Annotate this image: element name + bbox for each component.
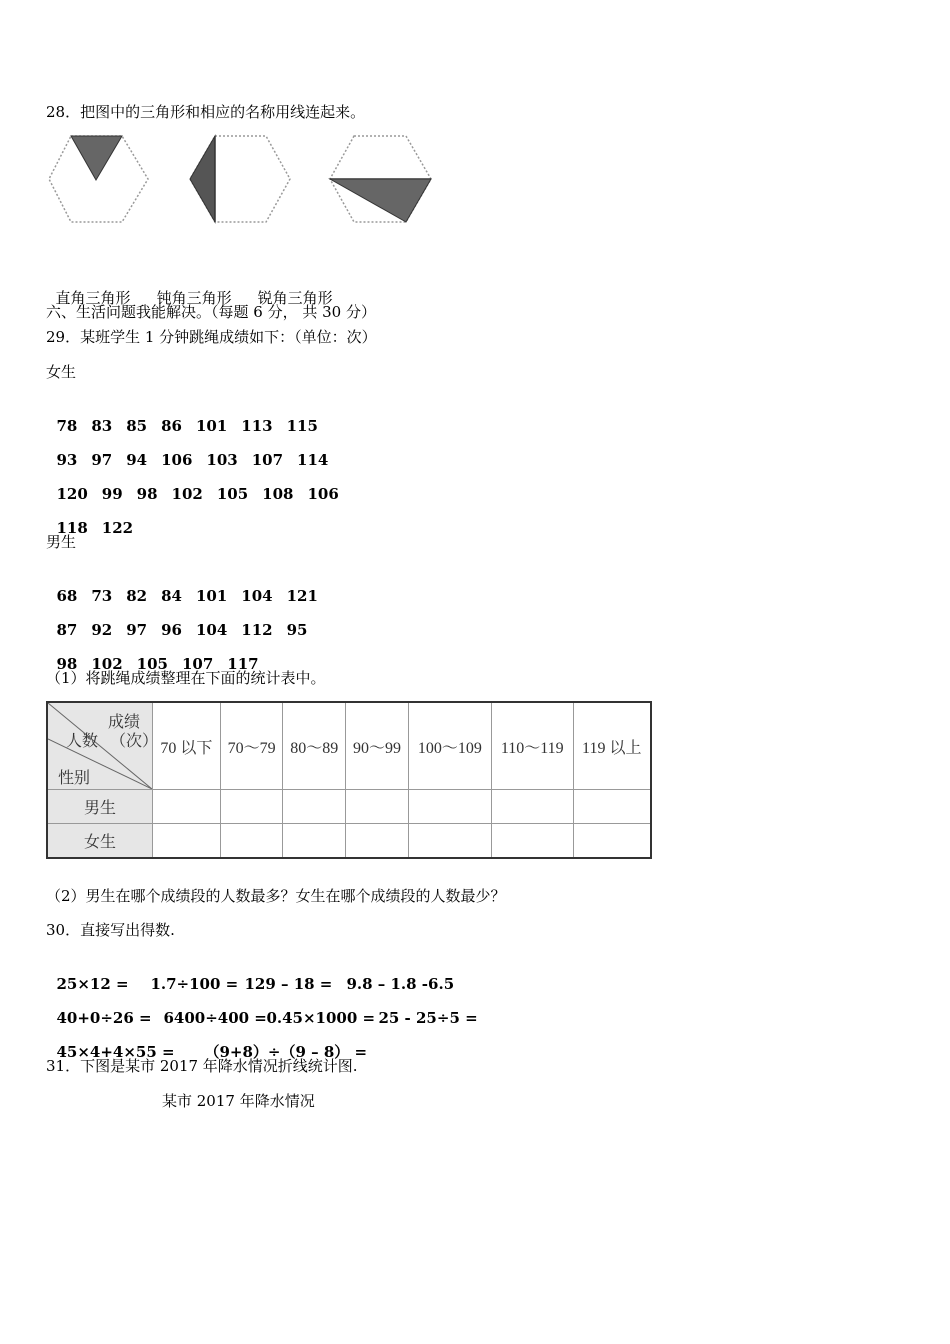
table-cell[interactable] <box>408 824 491 858</box>
column-header: 90～99 <box>346 702 409 790</box>
score: 114 <box>297 451 329 469</box>
q29-part1: （1）将跳绳成绩整理在下面的统计表中。 <box>46 669 326 687</box>
q31-title: 31．下图是某市 2017 年降水情况折线统计图. <box>46 1057 358 1075</box>
hexagons-svg <box>44 130 444 230</box>
score: 95 <box>286 621 308 639</box>
score: 107 <box>181 655 214 673</box>
score: 96 <box>161 621 182 639</box>
girls-label: 女生 <box>46 363 77 381</box>
arith-item: 0.45×1000 = <box>266 1009 376 1027</box>
arith-item: 40+0÷26 = <box>56 1009 152 1027</box>
column-header: 70～79 <box>220 702 283 790</box>
score: 85 <box>126 417 148 435</box>
table-corner-cell <box>47 702 159 790</box>
boys-label: 男生 <box>46 533 77 551</box>
hexagon-right <box>330 136 431 222</box>
score: 108 <box>262 485 294 503</box>
table-cell[interactable] <box>408 790 491 824</box>
hexagon-obtuse <box>190 136 290 222</box>
score: 87 <box>56 621 78 639</box>
score: 102 <box>91 655 123 673</box>
arith-item: （9+8）÷（9 – 8） = <box>204 1043 368 1061</box>
corner-label-gender: 性别 <box>58 770 91 787</box>
score: 115 <box>286 417 318 435</box>
corner-label-score: 成绩 <box>108 714 141 731</box>
score: 103 <box>206 451 238 469</box>
column-header: 100～109 <box>408 702 491 790</box>
column-header: 70 以下 <box>153 702 221 790</box>
score: 117 <box>227 655 259 673</box>
table-cell[interactable] <box>346 824 409 858</box>
column-header: 119 以上 <box>573 702 651 790</box>
table-cell[interactable] <box>283 824 346 858</box>
score: 113 <box>241 417 273 435</box>
score: 68 <box>56 587 78 605</box>
table-cell[interactable] <box>153 790 221 824</box>
q28-title: 28．把图中的三角形和相应的名称用线连起来。 <box>46 103 366 121</box>
row-header: 女生 <box>47 824 153 858</box>
score: 93 <box>56 451 78 469</box>
score: 73 <box>91 587 113 605</box>
arith-item: 1.7÷100 = <box>150 975 239 993</box>
table-cell[interactable] <box>220 790 283 824</box>
triangle-name: 锐角三角形 <box>257 289 333 307</box>
table-cell[interactable] <box>283 790 346 824</box>
triangle-name: 钝角三角形 <box>156 289 232 307</box>
score: 97 <box>91 451 113 469</box>
arith-item: 25 - 25÷5 = <box>378 1009 478 1027</box>
score: 102 <box>171 485 203 503</box>
q29-title: 29．某班学生 1 分钟跳绳成绩如下：（单位：次） <box>46 328 377 346</box>
column-header: 110～119 <box>491 702 573 790</box>
score: 99 <box>101 485 123 503</box>
score: 106 <box>161 451 193 469</box>
score: 92 <box>91 621 113 639</box>
score: 101 <box>195 417 228 435</box>
score: 120 <box>56 485 88 503</box>
score: 105 <box>216 485 249 503</box>
score: 104 <box>195 621 228 639</box>
table-cell[interactable] <box>491 824 573 858</box>
score: 106 <box>307 485 339 503</box>
corner-label-count: 人数 <box>66 733 99 750</box>
corner-label-unit: （次） <box>110 733 159 750</box>
column-header: 80～89 <box>283 702 346 790</box>
stats-table <box>46 701 652 859</box>
score: 97 <box>126 621 148 639</box>
arith-item: 25×12 = <box>56 975 129 993</box>
q30-title: 30．直接写出得数. <box>46 921 175 939</box>
score: 98 <box>136 485 158 503</box>
table-row <box>47 790 651 824</box>
q29-part2: （2）男生在哪个成绩段的人数最多？女生在哪个成绩段的人数最少？ <box>46 887 506 905</box>
table-row <box>47 824 651 858</box>
score: 84 <box>161 587 182 605</box>
score: 78 <box>56 417 78 435</box>
triangle-name: 直角三角形 <box>55 289 131 307</box>
score: 82 <box>126 587 148 605</box>
hexagon-acute <box>49 136 148 222</box>
score: 83 <box>91 417 113 435</box>
table-cell[interactable] <box>220 824 283 858</box>
score: 112 <box>241 621 273 639</box>
table-cell[interactable] <box>153 824 221 858</box>
arith-item: 45×4+4×55 = <box>56 1043 175 1061</box>
section-6-title: 六、生活问题我能解决。（每题 6 分， 共 30 分） <box>46 303 376 321</box>
score: 107 <box>251 451 284 469</box>
arith-item: 9.8 – 1.8 -6.5 <box>346 975 455 993</box>
table-cell[interactable] <box>346 790 409 824</box>
score: 86 <box>161 417 182 435</box>
hexagon-figures <box>44 130 444 234</box>
score: 101 <box>195 587 228 605</box>
score: 104 <box>241 587 273 605</box>
arith-item: 6400÷400 = <box>163 1009 267 1027</box>
chart-title: 某市 2017 年降水情况 <box>162 1092 315 1110</box>
score: 122 <box>101 519 134 537</box>
score: 105 <box>136 655 168 673</box>
arith-item: 129 – 18 = <box>244 975 333 993</box>
row-header: 男生 <box>47 790 153 824</box>
table-cell[interactable] <box>573 824 651 858</box>
table-cell[interactable] <box>573 790 651 824</box>
score: 94 <box>126 451 148 469</box>
score: 121 <box>286 587 318 605</box>
score: 118 <box>56 519 88 537</box>
table-header-row <box>47 702 651 790</box>
table-cell[interactable] <box>491 790 573 824</box>
score: 98 <box>56 655 78 673</box>
